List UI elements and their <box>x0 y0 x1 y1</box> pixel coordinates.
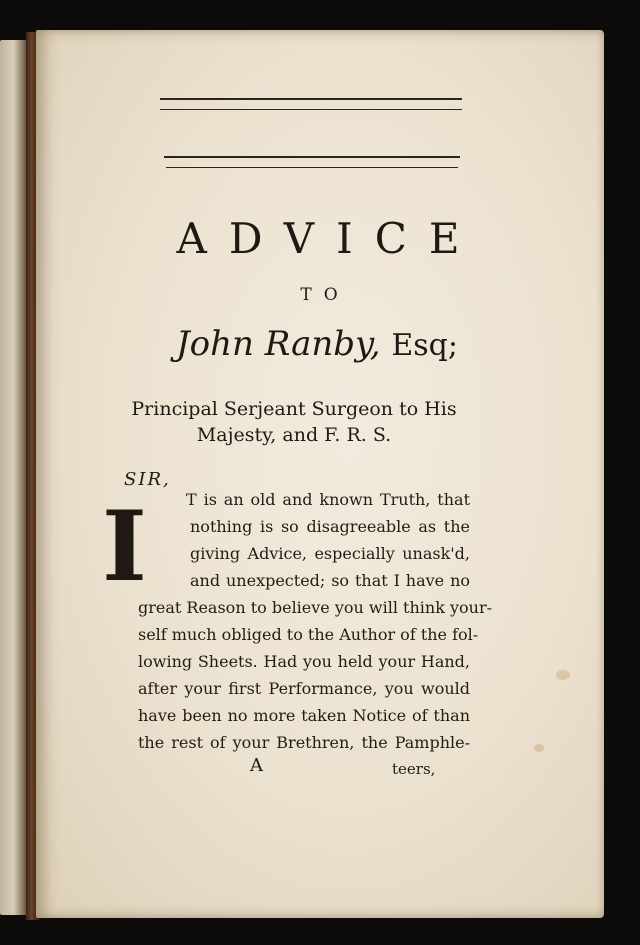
ornamental-rule-bottom-thin <box>166 167 458 168</box>
signature-mark: A <box>250 755 263 776</box>
dedicatee-name-text: John Ranby, <box>176 324 381 364</box>
dedicatee-position-line-1: Principal Serjeant Surgeon to His <box>131 398 457 420</box>
salutation: SIR, <box>124 469 171 490</box>
body-line: self much obliged to the Author of the fol- <box>138 625 479 644</box>
body-line: the rest of your Brethren, the Pamphle- <box>138 733 470 752</box>
body-line: T is an old and known Truth, that <box>186 490 470 509</box>
body-line: and unexpected; so that I have no <box>190 571 470 590</box>
drop-cap: I <box>102 490 147 603</box>
dedicatee-suffix: Esq; <box>391 328 458 363</box>
body-line: lowing Sheets. Had you held your Hand, <box>138 652 470 671</box>
body-line: have been no more taken Notice of than <box>138 706 470 725</box>
foxing-stain <box>534 744 544 752</box>
ornamental-rule-top-thin <box>160 109 462 110</box>
dedicatee-name <box>0 324 640 364</box>
title-to: TO <box>300 285 350 305</box>
body-line: great Reason to believe you will think your- <box>138 598 493 617</box>
ornamental-rule-bottom <box>164 156 460 158</box>
dedicatee-position-line-2: Majesty, and F. R. S. <box>196 424 392 446</box>
book-page <box>36 30 604 918</box>
ornamental-rule-top <box>160 98 462 100</box>
body-line: giving Advice, especially unask'd, <box>190 544 470 563</box>
foxing-stain <box>556 670 570 680</box>
page-title: ADVICE <box>176 214 482 263</box>
body-line: after your first Performance, you would <box>138 679 470 698</box>
body-line: nothing is so disagreeable as the <box>190 517 470 536</box>
catchword: teers, <box>392 760 436 778</box>
